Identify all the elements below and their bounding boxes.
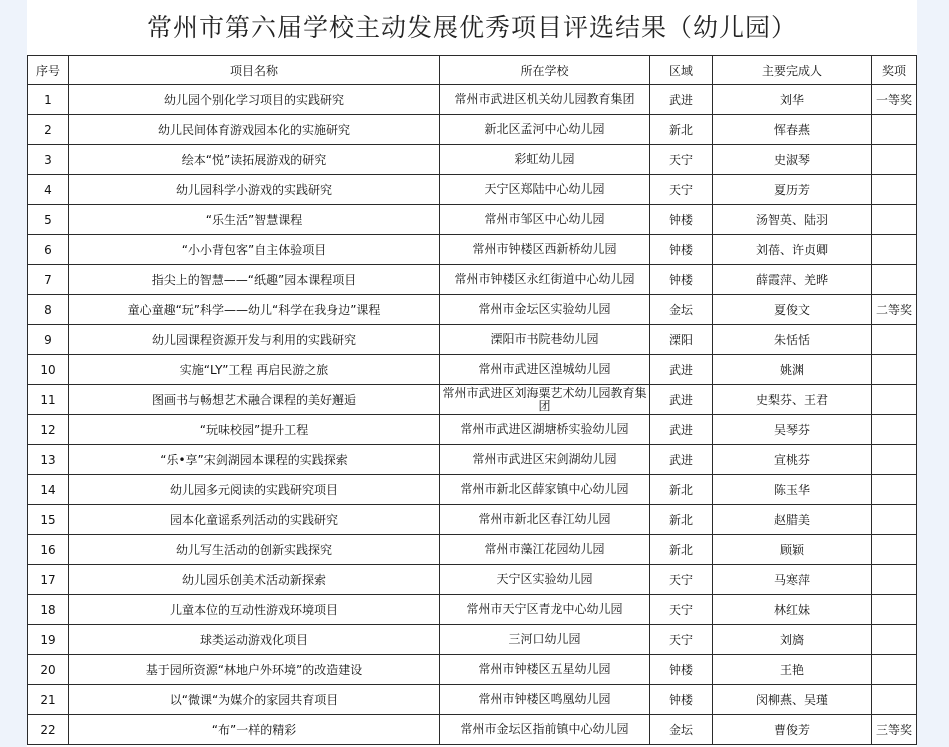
cell-project: 幼儿园课程资源开发与利用的实践研究 xyxy=(69,325,440,355)
table-row xyxy=(28,595,917,625)
header-no: 序号 xyxy=(28,56,69,85)
cell-no: 6 xyxy=(28,235,69,265)
table-body xyxy=(28,85,917,745)
cell-authors: 顾颖 xyxy=(713,535,872,565)
cell-school: 常州市钟楼区西新桥幼儿园 xyxy=(440,235,650,265)
cell-project: 儿童本位的互动性游戏环境项目 xyxy=(69,595,440,625)
cell-area: 武进 xyxy=(650,445,713,475)
table-row xyxy=(28,505,917,535)
cell-award xyxy=(872,475,917,505)
cell-no: 8 xyxy=(28,295,69,325)
table-header-row xyxy=(28,56,917,85)
cell-school: 常州市武进区湟城幼儿园 xyxy=(440,355,650,385)
document-page xyxy=(27,0,917,747)
table-row xyxy=(28,685,917,715)
cell-no: 12 xyxy=(28,415,69,445)
cell-area: 钟楼 xyxy=(650,655,713,685)
cell-school: 常州市武进区机关幼儿园教育集团 xyxy=(440,85,650,115)
cell-no: 14 xyxy=(28,475,69,505)
table-row xyxy=(28,265,917,295)
table-row xyxy=(28,385,917,415)
cell-authors: 姚渊 xyxy=(713,355,872,385)
cell-award xyxy=(872,115,917,145)
cell-award xyxy=(872,265,917,295)
cell-school: 常州市天宁区青龙中心幼儿园 xyxy=(440,595,650,625)
cell-no: 9 xyxy=(28,325,69,355)
cell-no: 22 xyxy=(28,715,69,745)
results-table xyxy=(27,55,917,745)
cell-project: 图画书与畅想艺术融合课程的美好邂逅 xyxy=(69,385,440,415)
cell-award xyxy=(872,655,917,685)
cell-award xyxy=(872,385,917,415)
cell-award xyxy=(872,595,917,625)
table-row xyxy=(28,565,917,595)
cell-area: 新北 xyxy=(650,475,713,505)
cell-no: 11 xyxy=(28,385,69,415)
cell-project: “小小背包客”自主体验项目 xyxy=(69,235,440,265)
cell-area: 天宁 xyxy=(650,175,713,205)
cell-authors: 汤智英、陆羽 xyxy=(713,205,872,235)
cell-school: 常州市藻江花园幼儿园 xyxy=(440,535,650,565)
cell-authors: 朱恬恬 xyxy=(713,325,872,355)
cell-project: “乐生活”智慧课程 xyxy=(69,205,440,235)
cell-area: 钟楼 xyxy=(650,685,713,715)
cell-authors: 刘蓓、许贞卿 xyxy=(713,235,872,265)
cell-project: 幼儿园乐创美术活动新探索 xyxy=(69,565,440,595)
cell-project: 基于园所资源“林地户外环境”的改造建设 xyxy=(69,655,440,685)
cell-area: 溧阳 xyxy=(650,325,713,355)
cell-project: 幼儿民间体育游戏园本化的实施研究 xyxy=(69,115,440,145)
cell-award xyxy=(872,145,917,175)
table-row xyxy=(28,175,917,205)
cell-no: 1 xyxy=(28,85,69,115)
cell-area: 钟楼 xyxy=(650,205,713,235)
cell-award: 三等奖 xyxy=(872,715,917,745)
cell-award xyxy=(872,535,917,565)
cell-authors: 陈玉华 xyxy=(713,475,872,505)
table-row xyxy=(28,355,917,385)
cell-authors: 刘华 xyxy=(713,85,872,115)
cell-area: 天宁 xyxy=(650,625,713,655)
cell-authors: 薛霞萍、羌晔 xyxy=(713,265,872,295)
cell-school: 常州市邹区中心幼儿园 xyxy=(440,205,650,235)
cell-school: 天宁区郑陆中心幼儿园 xyxy=(440,175,650,205)
header-award: 奖项 xyxy=(872,56,917,85)
cell-project: 指尖上的智慧——“纸趣”园本课程项目 xyxy=(69,265,440,295)
table-row xyxy=(28,325,917,355)
cell-award xyxy=(872,685,917,715)
cell-area: 武进 xyxy=(650,355,713,385)
cell-award xyxy=(872,205,917,235)
cell-authors: 恽春燕 xyxy=(713,115,872,145)
page-title: 常州市第六届学校主动发展优秀项目评选结果（幼儿园） xyxy=(146,13,797,42)
cell-school: 常州市武进区湖塘桥实验幼儿园 xyxy=(440,415,650,445)
cell-school: 常州市金坛区指前镇中心幼儿园 xyxy=(440,715,650,745)
header-authors: 主要完成人 xyxy=(713,56,872,85)
cell-authors: 宣桃芬 xyxy=(713,445,872,475)
cell-school: 彩虹幼儿园 xyxy=(440,145,650,175)
cell-no: 7 xyxy=(28,265,69,295)
cell-project: “乐•享”宋剑湖园本课程的实践探索 xyxy=(69,445,440,475)
table-row xyxy=(28,415,917,445)
cell-no: 21 xyxy=(28,685,69,715)
table-row xyxy=(28,535,917,565)
cell-school: 常州市新北区薛家镇中心幼儿园 xyxy=(440,475,650,505)
cell-award xyxy=(872,625,917,655)
cell-area: 天宁 xyxy=(650,595,713,625)
cell-no: 4 xyxy=(28,175,69,205)
cell-no: 3 xyxy=(28,145,69,175)
cell-area: 天宁 xyxy=(650,565,713,595)
cell-school: 常州市金坛区实验幼儿园 xyxy=(440,295,650,325)
cell-school: 常州市新北区春江幼儿园 xyxy=(440,505,650,535)
cell-no: 17 xyxy=(28,565,69,595)
cell-school: 三河口幼儿园 xyxy=(440,625,650,655)
cell-school: 常州市钟楼区鸣凰幼儿园 xyxy=(440,685,650,715)
cell-no: 18 xyxy=(28,595,69,625)
cell-award: 一等奖 xyxy=(872,85,917,115)
cell-school: 溧阳市书院巷幼儿园 xyxy=(440,325,650,355)
cell-area: 钟楼 xyxy=(650,235,713,265)
cell-no: 13 xyxy=(28,445,69,475)
cell-school: 常州市钟楼区永红街道中心幼儿园 xyxy=(440,265,650,295)
table-row xyxy=(28,205,917,235)
table-row xyxy=(28,445,917,475)
cell-project: 幼儿园个别化学习项目的实践研究 xyxy=(69,85,440,115)
table-row xyxy=(28,715,917,745)
cell-no: 5 xyxy=(28,205,69,235)
table-row xyxy=(28,625,917,655)
cell-authors: 王艳 xyxy=(713,655,872,685)
header-area: 区域 xyxy=(650,56,713,85)
cell-project: “布”一样的精彩 xyxy=(69,715,440,745)
cell-award xyxy=(872,175,917,205)
cell-project: 以“微课“为媒介的家园共育项目 xyxy=(69,685,440,715)
table-row xyxy=(28,295,917,325)
cell-project: 童心童趣“玩”科学——幼儿“科学在我身边”课程 xyxy=(69,295,440,325)
cell-authors: 马寒萍 xyxy=(713,565,872,595)
cell-project: 园本化童谣系列活动的实践研究 xyxy=(69,505,440,535)
cell-award xyxy=(872,445,917,475)
cell-project: 幼儿园科学小游戏的实践研究 xyxy=(69,175,440,205)
cell-authors: 夏历芳 xyxy=(713,175,872,205)
cell-area: 金坛 xyxy=(650,715,713,745)
table-row xyxy=(28,655,917,685)
cell-award xyxy=(872,505,917,535)
cell-authors: 夏俊文 xyxy=(713,295,872,325)
cell-project: 球类运动游戏化项目 xyxy=(69,625,440,655)
cell-authors: 刘旖 xyxy=(713,625,872,655)
table-row xyxy=(28,145,917,175)
table-row xyxy=(28,235,917,265)
table-row xyxy=(28,85,917,115)
cell-no: 10 xyxy=(28,355,69,385)
cell-authors: 吴琴芬 xyxy=(713,415,872,445)
cell-no: 16 xyxy=(28,535,69,565)
cell-area: 钟楼 xyxy=(650,265,713,295)
cell-authors: 赵腊美 xyxy=(713,505,872,535)
cell-area: 新北 xyxy=(650,505,713,535)
cell-project: 绘本“悦”读拓展游戏的研究 xyxy=(69,145,440,175)
cell-no: 20 xyxy=(28,655,69,685)
cell-no: 19 xyxy=(28,625,69,655)
cell-project: 幼儿写生活动的创新实践探究 xyxy=(69,535,440,565)
cell-area: 金坛 xyxy=(650,295,713,325)
cell-authors: 曹俊芳 xyxy=(713,715,872,745)
cell-area: 武进 xyxy=(650,385,713,415)
cell-school: 常州市武进区宋剑湖幼儿园 xyxy=(440,445,650,475)
table-row xyxy=(28,475,917,505)
cell-authors: 史淑琴 xyxy=(713,145,872,175)
cell-authors: 闵柳燕、吴瑾 xyxy=(713,685,872,715)
cell-school: 天宁区实验幼儿园 xyxy=(440,565,650,595)
cell-award xyxy=(872,355,917,385)
cell-no: 2 xyxy=(28,115,69,145)
cell-area: 武进 xyxy=(650,415,713,445)
cell-area: 天宁 xyxy=(650,145,713,175)
cell-area: 新北 xyxy=(650,535,713,565)
header-project: 项目名称 xyxy=(69,56,440,85)
cell-school: 常州市武进区刘海粟艺术幼儿园教育集团 xyxy=(440,385,650,415)
cell-school: 新北区孟河中心幼儿园 xyxy=(440,115,650,145)
cell-authors: 林红妹 xyxy=(713,595,872,625)
cell-project: 幼儿园多元阅读的实践研究项目 xyxy=(69,475,440,505)
cell-award xyxy=(872,565,917,595)
cell-authors: 史梨芬、王君 xyxy=(713,385,872,415)
cell-area: 武进 xyxy=(650,85,713,115)
cell-project: 实施“LY”工程 再启民游之旅 xyxy=(69,355,440,385)
cell-no: 15 xyxy=(28,505,69,535)
table-row xyxy=(28,115,917,145)
header-school: 所在学校 xyxy=(440,56,650,85)
cell-school: 常州市钟楼区五星幼儿园 xyxy=(440,655,650,685)
cell-project: “玩味校园”提升工程 xyxy=(69,415,440,445)
cell-award xyxy=(872,415,917,445)
cell-award xyxy=(872,325,917,355)
cell-award xyxy=(872,235,917,265)
cell-area: 新北 xyxy=(650,115,713,145)
cell-award: 二等奖 xyxy=(872,295,917,325)
